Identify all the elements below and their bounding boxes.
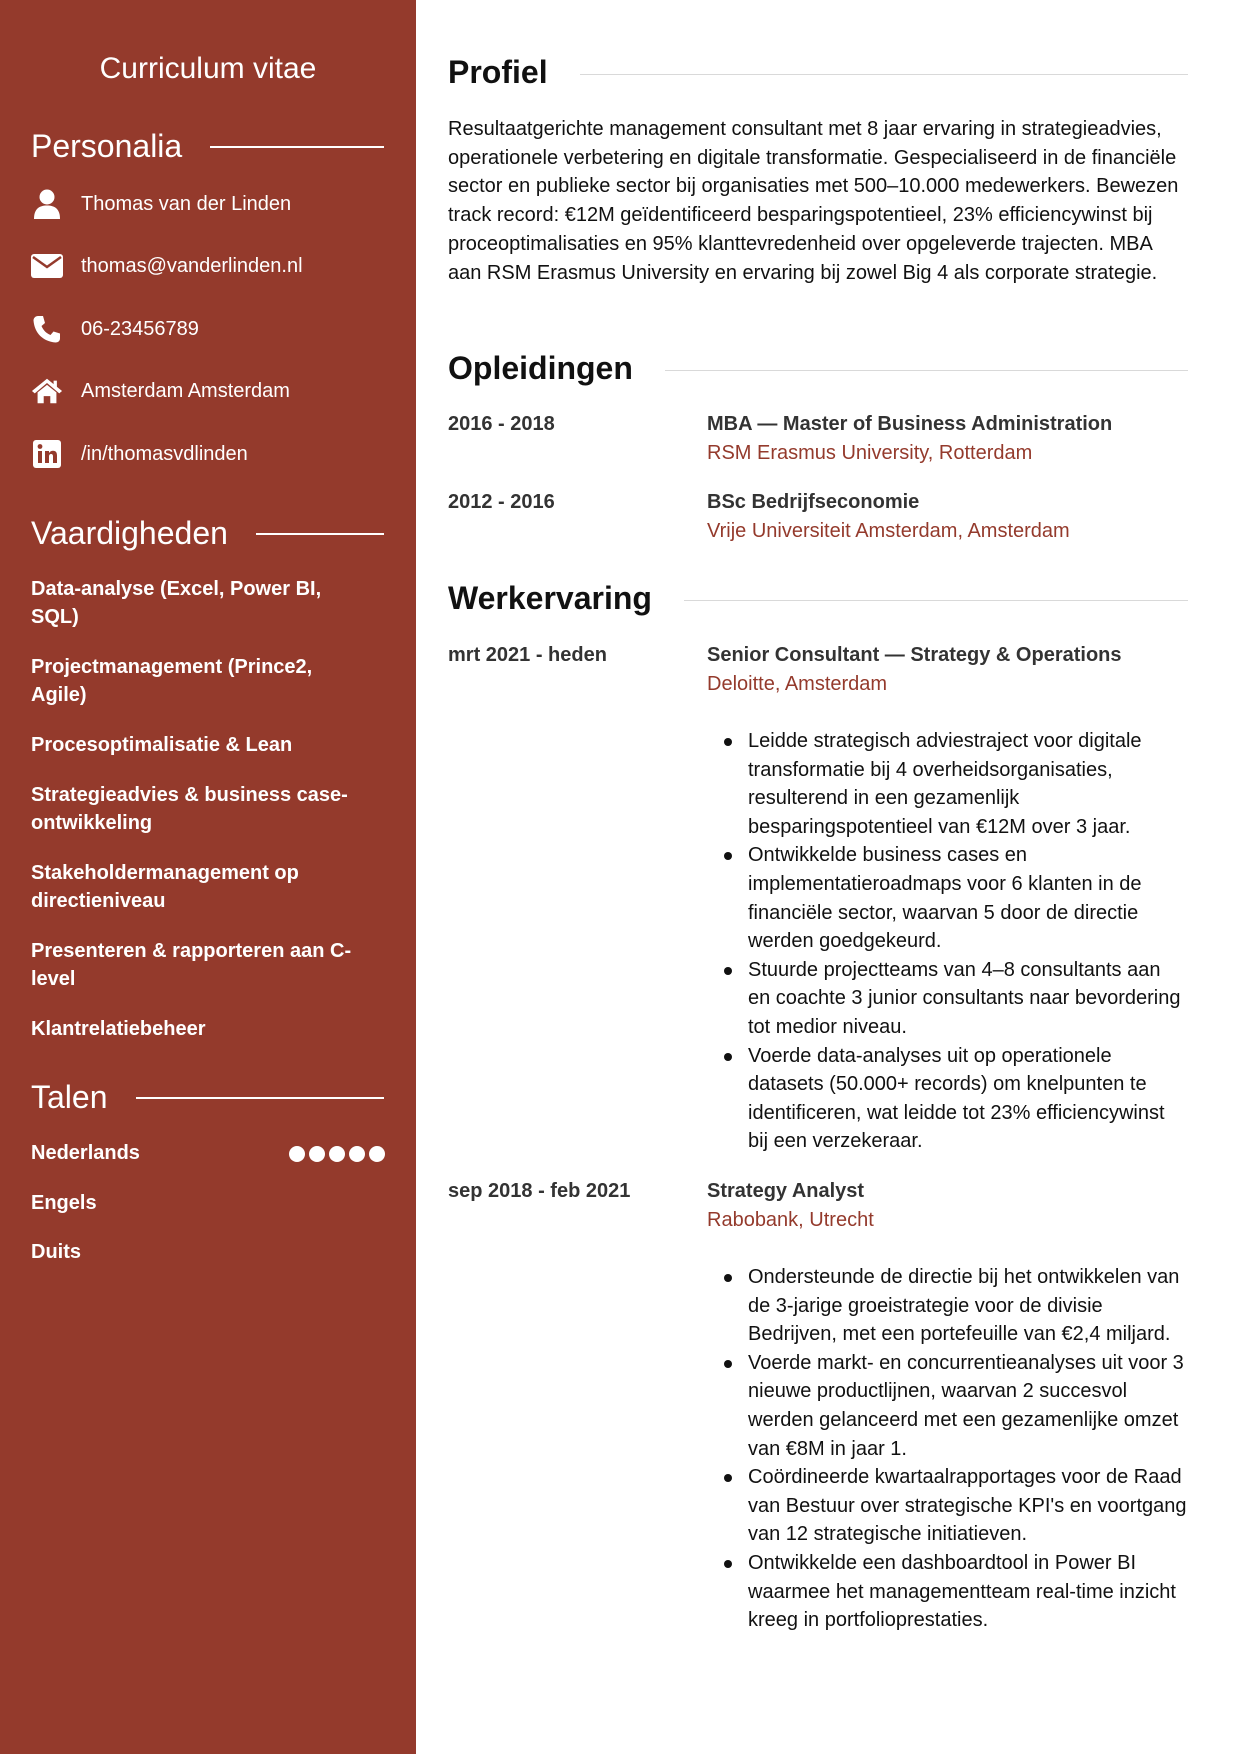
heading-divider [136,1097,385,1099]
education-heading [448,348,1188,388]
achievement-item: Ontwikkelde een dashboardtool in Power BI waarmee het managementteam real-time inzicht kreeg in portfolioprestaties. [707,1549,1188,1635]
language-name: Duits [31,1241,81,1263]
contact-name [31,186,291,222]
education-institution: RSM Erasmus University, Rotterdam [707,442,1033,464]
education-period: 2016 - 2018 [448,413,555,435]
job-period: mrt 2021 - heden [448,644,607,666]
level-dot [309,1146,325,1162]
envelope-icon [31,250,63,282]
home-icon [31,375,63,407]
contact-linkedin-text: /in/thomasvdlinden [81,442,248,465]
phone-icon [31,313,63,345]
experience-heading [448,578,1188,618]
heading-divider [210,146,384,148]
contact-name-text: Thomas van der Linden [81,192,292,215]
profile-heading-label: Profiel [448,53,548,90]
heading-divider [580,74,1188,75]
job-entry [707,1177,1188,1635]
language-name: Engels [31,1192,97,1214]
level-dot [349,1146,365,1162]
achievement-item: Ondersteunde de directie bij het ontwikkelen van de 3-jarige groeistrategie voor de divisie Bedrijven, met een portefeuille van €2,4 miljard. [707,1263,1188,1349]
languages-heading [31,1077,384,1117]
sidebar [0,0,416,1754]
document-title: Curriculum vitae [99,52,317,85]
job-employer: Rabobank, Utrecht [707,1209,874,1231]
education-entry [707,488,1188,546]
person-icon [31,188,63,220]
education-title: BSc Bedrijfseconomie [707,491,920,513]
job-achievements [707,727,1188,1156]
contact-email [31,248,303,284]
achievement-item: Coördineerde kwartaalrapportages voor de Raad van Bestuur over strategische KPI's en voortgang van 12 strategische initiatieven. [707,1463,1188,1549]
profile-heading [448,52,1188,92]
contact-phone-text: 06-23456789 [81,317,199,340]
language-item [31,1241,385,1264]
achievement-item: Voerde data-analyses uit op operationele datasets (50.000+ records) om knelpunten te identificeren, wat leidde tot 23% efficiencywinst bij een verzekeraar. [707,1042,1188,1156]
heading-divider [684,600,1188,601]
job-period: sep 2018 - feb 2021 [448,1180,631,1202]
achievement-item: Stuurde projectteams van 4–8 consultants aan en coachte 3 junior consultants naar bevordering tot medior niveau. [707,956,1188,1042]
education-period: 2012 - 2016 [448,491,555,513]
contact-linkedin [31,436,248,472]
achievement-item: Voerde markt- en concurrentieanalyses uit voor 3 nieuwe productlijnen, waarvan 2 succesvol werden gelanceerd met een gezamenlijke omzet van €8M in jaar 1. [707,1349,1188,1463]
profile-text: Resultaatgerichte management consultant met 8 jaar ervaring in strategieadvies, operationele verbetering en digitale transformatie. Gespecialiseerd in de financiële sector en publieke sector bij organisaties met 500–10.000 medewerkers. Bewezen track record: €12M geïdentificeerd besparingspotentieel, 23% efficiencywinst bij proceoptimalisaties en 95% klanttevredenheid over opgeleverde trajecten. MBA aan RSM Erasmus University en ervaring bij zowel Big 4 als corporate strategie. [448,118,1179,284]
skill-item: Projectmanagement (Prince2, Agile) [31,656,313,706]
skill-item: Procesoptimalisatie & Lean [31,734,293,756]
experience-heading-label: Werkervaring [448,579,652,616]
job-entry [707,641,1188,1156]
skill-item: Strategieadvies & business case-ontwikkeling [31,784,348,834]
language-item [31,1192,385,1215]
personalia-heading [31,126,384,166]
contact-address [31,373,290,409]
contact-phone [31,311,199,347]
linkedin-icon [31,438,63,470]
language-level-dots [289,1146,385,1162]
heading-divider [256,533,384,535]
skills-list [31,575,371,1065]
skill-item: Presenteren & rapporteren aan C-level [31,940,352,990]
job-achievements [707,1263,1188,1635]
contact-address-text: Amsterdam Amsterdam [81,379,290,402]
skill-item: Stakeholdermanagement op directieniveau [31,862,299,912]
level-dot [369,1146,385,1162]
languages-heading-label: Talen [31,1078,108,1115]
achievement-item: Leidde strategisch adviestraject voor digitale transformatie bij 4 overheidsorganisaties, resulterend in een gezamenlijk besparingspotentieel van €12M over 3 jaar. [707,727,1188,841]
skill-item: Data-analyse (Excel, Power BI, SQL) [31,578,322,628]
education-entry [707,410,1188,468]
personalia-heading-label: Personalia [31,127,183,164]
education-heading-label: Opleidingen [448,349,633,386]
level-dot [289,1146,305,1162]
education-title: MBA — Master of Business Administration [707,413,1113,435]
job-title: Senior Consultant — Strategy & Operations [707,644,1122,666]
job-employer: Deloitte, Amsterdam [707,673,888,695]
level-dot [329,1146,345,1162]
job-title: Strategy Analyst [707,1180,865,1202]
skills-heading-label: Vaardigheden [31,514,228,551]
skills-heading [31,513,384,553]
education-institution: Vrije Universiteit Amsterdam, Amsterdam [707,520,1070,542]
language-name: Nederlands [31,1142,140,1164]
language-item [31,1142,385,1165]
achievement-item: Ontwikkelde business cases en implementatieroadmaps voor 6 klanten in de financiële sector, waarvan 5 door de directie werden goedgekeurd. [707,841,1188,955]
skill-item: Klantrelatiebeheer [31,1018,206,1040]
heading-divider [665,370,1188,371]
contact-email-text: thomas@vanderlinden.nl [81,254,303,277]
